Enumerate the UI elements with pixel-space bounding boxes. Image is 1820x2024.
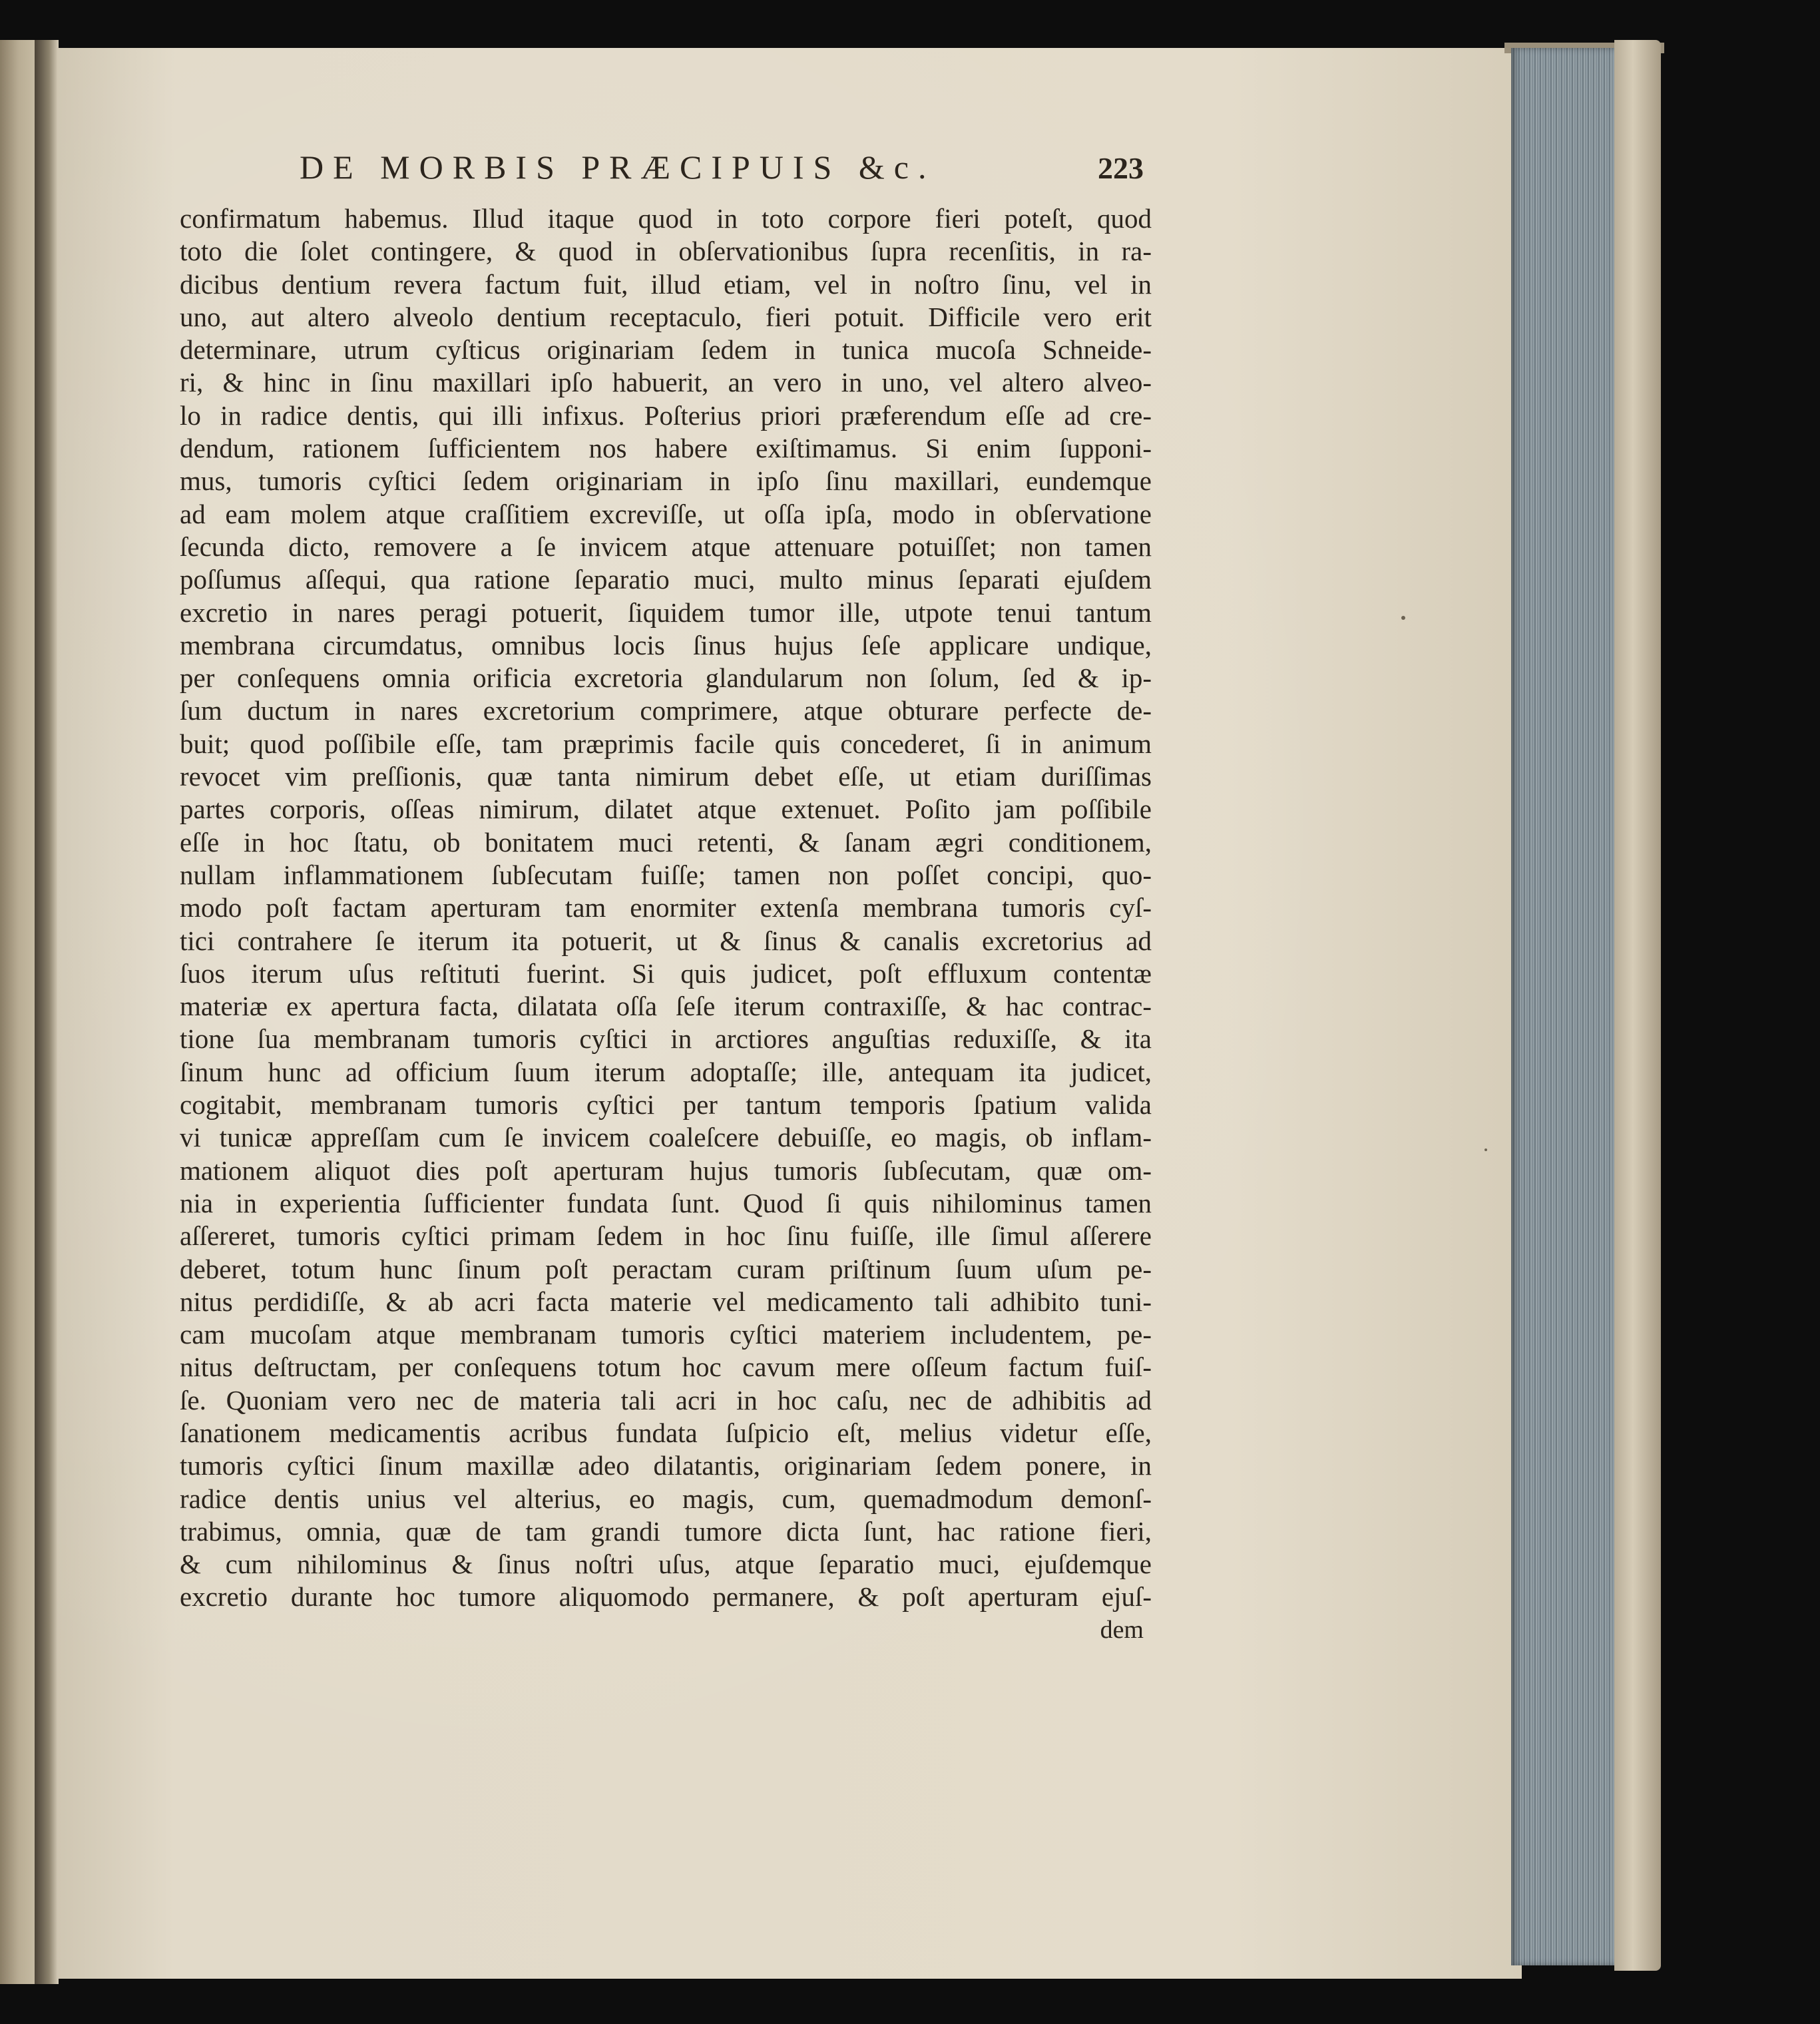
text-line: poſſumus aſſequi, qua ratione ſeparatio muci, multo minus ſeparati ejuſdem: [180, 564, 1152, 595]
text-line: ſinum hunc ad officium ſuum iterum adoptaſſe; ille, antequam ita judicet,: [180, 1056, 1152, 1087]
text-line: excretio durante hoc tumore aliquomodo permanere, & poſt aperturam ejuſ-: [180, 1581, 1152, 1613]
text-line: determinare, utrum cyſticus originariam ſedem in tunica mucoſa Schneide-: [180, 334, 1152, 366]
text-line: nullam inflammationem ſubſecutam fuiſſe; tamen non poſſet concipi, quo-: [180, 859, 1152, 890]
text-line: partes corporis, oſſeas nimirum, dilatet atque extenuet. Poſito jam poſſibile: [180, 794, 1152, 825]
text-line: dendum, rationem ſufficientem nos habere exiſtimamus. Si enim ſupponi-: [180, 433, 1152, 464]
text-line: membrana circumdatus, omnibus locis ſinus hujus ſeſe applicare undique,: [180, 629, 1152, 660]
text-line: ſum ductum in nares excretorium comprimere, atque obturare perfecte de-: [180, 695, 1152, 726]
text-line: tione ſua membranam tumoris cyſtici in arctiores anguſtias reduxiſſe, & ita: [180, 1023, 1152, 1055]
text-line: ad eam molem atque craſſitiem excreviſſe, ut oſſa ipſa, modo in obſervatione: [180, 498, 1152, 529]
text-line: tici contrahere ſe iterum ita potuerit, ut & ſinus & canalis excretorius ad: [180, 925, 1152, 956]
text-line: mus, tumoris cyſtici ſedem originariam in ipſo ſinu maxillari, eundemque: [180, 465, 1152, 497]
running-head: [180, 148, 1152, 200]
text-line: nitus deſtructam, per conſequens totum hoc cavum mere oſſeum factum fuiſ-: [180, 1352, 1152, 1383]
catchword: dem: [1100, 1615, 1144, 1644]
book-cover-edge: [1614, 40, 1661, 1971]
text-line: modo poſt factam aperturam tam enormiter extenſa membrana tumoris cyſ-: [180, 892, 1152, 923]
text-line: vi tunicæ appreſſam cum ſe invicem coaleſcere debuiſſe, eo magis, ob inflam-: [180, 1122, 1152, 1153]
body-text: [180, 202, 1152, 1646]
page-number: 223: [1098, 151, 1144, 185]
text-line: toto die ſolet contingere, & quod in obſervationibus ſupra recenſitis, in ra-: [180, 236, 1152, 267]
text-line: dicibus dentium revera factum fuit, illud etiam, vel in noſtro ſinu, vel in: [180, 268, 1152, 300]
text-line: trabimus, omnia, quæ de tam grandi tumore dicta ſunt, hac ratione fieri,: [180, 1515, 1152, 1547]
text-line: ri, & hinc in ſinu maxillari ipſo habuerit, an vero in uno, vel altero alveo-: [180, 367, 1152, 398]
text-line: excretio in nares peragi potuerit, ſiquidem tumor ille, utpote tenui tantum: [180, 597, 1152, 628]
text-line: ſanationem medicamentis acribus fundata ſuſpicio eſt, melius videtur eſſe,: [180, 1417, 1152, 1448]
text-line: per conſequens omnia orificia excretoria glandularum non ſolum, ſed & ip-: [180, 662, 1152, 694]
text-line: ſecunda dicto, removere a ſe invicem atque attenuare potuiſſet; non tamen: [180, 531, 1152, 562]
text-line: ſe. Quoniam vero nec de materia tali acri in hoc caſu, nec de adhibitis ad: [180, 1384, 1152, 1415]
text-line: confirmatum habemus. Illud itaque quod in toto corpore fieri poteſt, quod: [180, 203, 1152, 234]
running-title: DE MORBIS PRÆCIPUIS &c.: [300, 148, 936, 186]
text-line: buit; quod poſſibile eſſe, tam præprimis facile quis concederet, ſi in animum: [180, 728, 1152, 759]
text-line: nitus perdidiſſe, & ab acri facta materie vel medicamento tali adhibito tuni-: [180, 1286, 1152, 1317]
book-gutter: [35, 40, 59, 1984]
text-line: radice dentis unius vel alterius, eo magis, cum, quemadmodum demonſ-: [180, 1483, 1152, 1514]
page-block-fore-edge: [1511, 48, 1618, 1965]
text-line: revocet vim preſſionis, quæ tanta nimirum debet eſſe, ut etiam duriſſimas: [180, 761, 1152, 792]
text-line: ſuos iterum uſus reſtituti fuerint. Si quis judicet, poſt effluxum contentæ: [180, 957, 1152, 989]
text-line: & cum nihilominus & ſinus noſtri uſus, atque ſeparatio muci, ejuſdemque: [180, 1549, 1152, 1580]
text-line: aſſereret, tumoris cyſtici primam ſedem in hoc ſinu fuiſſe, ille ſimul aſſerere: [180, 1220, 1152, 1252]
text-line: cam mucoſam atque membranam tumoris cyſtici materiem includentem, pe-: [180, 1319, 1152, 1350]
text-line: lo in radice dentis, qui illi infixus. Poſterius priori præferendum eſſe ad cre-: [180, 399, 1152, 431]
text-line: eſſe in hoc ſtatu, ob bonitatem muci retenti, & ſanam ægri conditionem,: [180, 826, 1152, 858]
text-line: nia in experientia ſufficienter fundata ſunt. Quod ſi quis nihilominus tamen: [180, 1187, 1152, 1218]
text-line: cogitabit, membranam tumoris cyſtici per tantum temporis ſpatium valida: [180, 1089, 1152, 1121]
text-block: [180, 148, 1152, 1646]
text-line: tumoris cyſtici ſinum maxillæ adeo dilatantis, originariam ſedem ponere, in: [180, 1450, 1152, 1481]
text-line: deberet, totum hunc ſinum poſt peractam curam priſtinum ſuum uſum pe-: [180, 1253, 1152, 1284]
paper-speck: [1484, 1148, 1487, 1151]
text-line: materiæ ex apertura facta, dilatata oſſa ſeſe iterum contraxiſſe, & hac contrac-: [180, 991, 1152, 1022]
text-line: mationem aliquot dies poſt aperturam hujus tumoris ſubſecutam, quæ om-: [180, 1154, 1152, 1186]
paper-speck: [1401, 616, 1405, 620]
text-line: uno, aut altero alveolo dentium receptaculo, fieri potuit. Difficile vero erit: [180, 301, 1152, 332]
